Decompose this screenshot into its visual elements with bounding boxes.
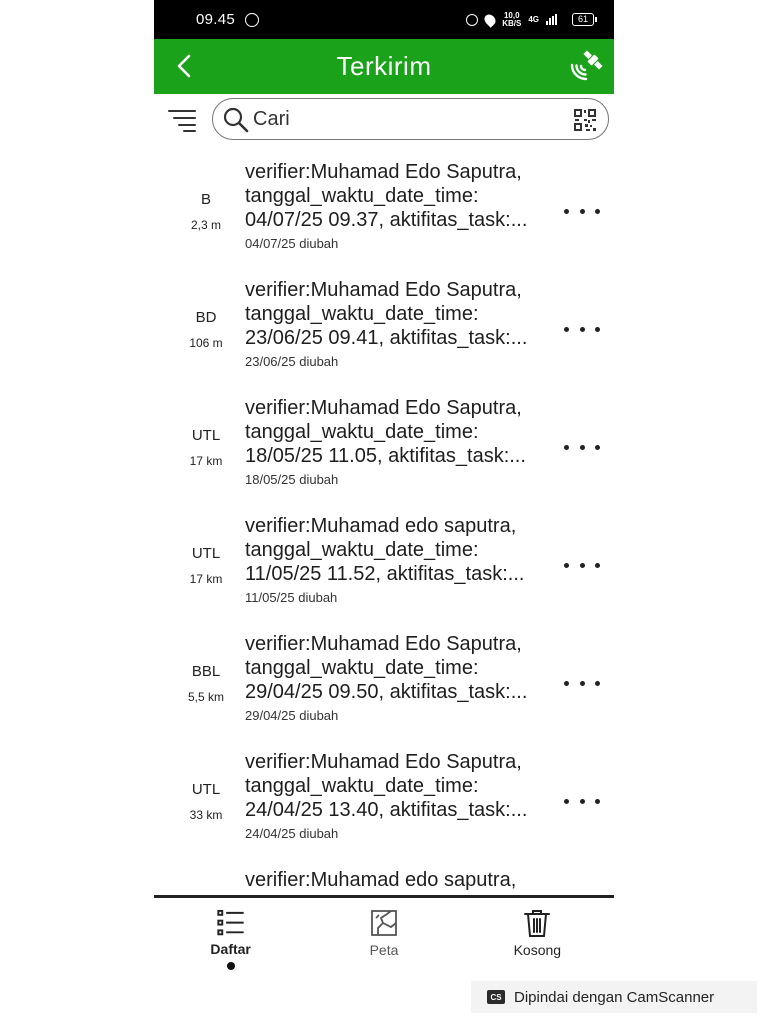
item-modified-date: 29/04/25 diubah: [245, 708, 339, 723]
tab-label: Daftar: [210, 941, 251, 958]
network-speed-value: 10,0: [503, 10, 520, 20]
item-line: 29/04/25 09.50, aktifitas_task:...: [245, 681, 528, 703]
item-summary: [245, 868, 550, 892]
item-line: verifier:Muhamad Edo Saputra,: [245, 633, 522, 655]
item-line: tanggal_waktu_date_time:: [245, 539, 479, 561]
tab-peta[interactable]: [307, 898, 460, 970]
item-line: verifier:Muhamad Edo Saputra,: [245, 751, 522, 773]
item-summary: [245, 396, 550, 468]
item-distance: 33 km: [189, 808, 223, 822]
item-line: verifier:Muhamad edo saputra,: [245, 515, 517, 537]
item-modified-date: 24/04/25 diubah: [245, 826, 339, 841]
status-icons: [466, 12, 594, 28]
item-distance: 106 m: [189, 336, 223, 350]
battery-icon: 61: [572, 13, 594, 26]
item-summary: [245, 514, 550, 586]
item-line: verifier:Muhamad Edo Saputra,: [245, 279, 522, 301]
status-time: 09.45: [196, 11, 236, 28]
app-bar: [154, 39, 614, 94]
item-line: verifier:Muhamad edo saputra,: [245, 869, 517, 891]
location-icon: [482, 12, 498, 28]
whatsapp-icon: [245, 13, 259, 27]
more-options-icon[interactable]: [564, 204, 600, 218]
network-speed: [502, 12, 521, 28]
list-item[interactable]: [154, 146, 614, 264]
item-code: BD: [195, 309, 217, 326]
item-distance: 17 km: [189, 454, 223, 468]
bottom-nav: [154, 898, 614, 970]
search-input[interactable]: [253, 108, 553, 131]
qr-code-icon[interactable]: [574, 109, 596, 131]
tab-daftar[interactable]: [154, 898, 307, 970]
status-bar: [154, 0, 614, 39]
item-code: UTL: [191, 781, 221, 798]
item-distance: 2,3 m: [190, 218, 221, 232]
search-row: [154, 94, 614, 146]
list-item[interactable]: [154, 854, 614, 896]
list-item[interactable]: [154, 736, 614, 854]
item-summary: [245, 750, 550, 822]
more-options-icon[interactable]: [564, 322, 600, 336]
network-speed-unit: KB/S: [502, 18, 522, 28]
item-line: 24/04/25 13.40, aktifitas_task:...: [245, 799, 528, 821]
page-title: Terkirim: [336, 51, 432, 81]
more-options-icon[interactable]: [564, 794, 600, 808]
item-line: 04/07/25 09.37, aktifitas_task:...: [245, 209, 528, 231]
map-icon: [369, 908, 399, 938]
list-item[interactable]: [154, 618, 614, 736]
list-item[interactable]: [154, 382, 614, 500]
more-options-icon[interactable]: [564, 440, 600, 454]
tab-kosong[interactable]: [461, 898, 614, 970]
trash-icon: [522, 908, 552, 938]
submission-list: [154, 146, 614, 896]
watermark-text: Dipindai dengan CamScanner: [514, 988, 715, 1006]
item-modified-date: 23/06/25 diubah: [245, 354, 339, 369]
list-icon: [216, 908, 246, 937]
item-distance: 5,5 km: [187, 690, 224, 704]
item-summary: [245, 632, 550, 704]
item-distance: 17 km: [189, 572, 223, 586]
search-icon: [223, 107, 249, 133]
signal-icon: [546, 14, 557, 25]
phone-screen: [154, 0, 614, 970]
list-item[interactable]: [154, 264, 614, 382]
more-options-icon[interactable]: [564, 676, 600, 690]
chevron-left-icon[interactable]: [172, 53, 196, 79]
tab-label: Kosong: [513, 942, 562, 958]
network-type: 4G: [528, 15, 539, 24]
item-code: UTL: [191, 545, 221, 562]
list-item[interactable]: [154, 500, 614, 618]
tab-label: Peta: [369, 942, 399, 958]
item-code: BBL: [191, 663, 221, 680]
item-modified-date: 04/07/25 diubah: [245, 236, 339, 251]
item-modified-date: 11/05/25 diubah: [245, 590, 338, 605]
item-line: tanggal_waktu_date_time:: [245, 657, 479, 679]
camscanner-watermark: [471, 981, 757, 1013]
item-code: B: [200, 191, 211, 208]
alarm-icon: [466, 14, 478, 26]
item-line: 18/05/25 11.05, aktifitas_task:...: [245, 445, 526, 467]
item-code: UTL: [191, 427, 221, 444]
active-tab-indicator: [227, 962, 235, 970]
item-summary: [245, 278, 550, 350]
filter-icon[interactable]: [168, 108, 196, 132]
item-line: verifier:Muhamad Edo Saputra,: [245, 397, 522, 419]
item-line: tanggal_waktu_date_time:: [245, 185, 479, 207]
satellite-icon[interactable]: [568, 49, 604, 83]
item-modified-date: 18/05/25 diubah: [245, 472, 339, 487]
item-line: tanggal_waktu_date_time:: [245, 775, 479, 797]
item-line: tanggal_waktu_date_time:: [245, 421, 479, 443]
item-line: 23/06/25 09.41, aktifitas_task:...: [245, 327, 528, 349]
item-summary: [245, 160, 550, 232]
item-line: 11/05/25 11.52, aktifitas_task:...: [245, 563, 525, 585]
item-line: tanggal_waktu_date_time:: [245, 303, 479, 325]
more-options-icon[interactable]: [564, 558, 600, 572]
item-line: verifier:Muhamad Edo Saputra,: [245, 161, 522, 183]
search-field[interactable]: [212, 98, 609, 140]
camscanner-logo-icon: CS: [487, 990, 505, 1004]
